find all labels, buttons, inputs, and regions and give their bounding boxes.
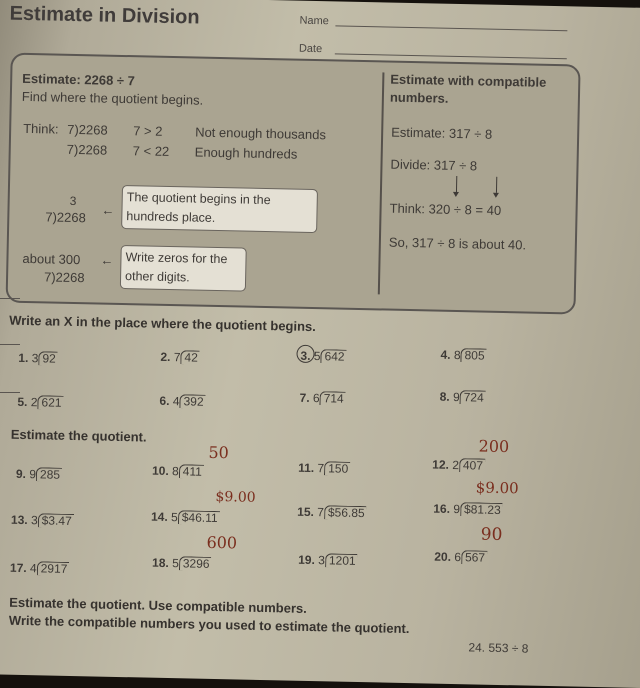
compatible-estimate: Estimate: 317 ÷ 8 [391,124,493,142]
answer-16: $9.00 [475,478,519,498]
answer-10: 50 [208,442,230,463]
problem-9[interactable]: 9. 9 285 [15,466,61,482]
problem-16[interactable]: 16. 9 $81.23 [433,501,501,517]
compatible-think: Think: 320 ÷ 8 = 40 [389,200,502,218]
problem-7[interactable]: 7. 6 714 [299,390,344,406]
problem-5[interactable]: 5. 2 621 [17,394,62,410]
section3-instruction-1: Estimate the quotient. Use compatible numbers. [9,594,307,616]
section1-instruction: Write an X in the place where the quotient begins. [9,312,317,335]
think-compare-2: 7 < 22 [132,143,170,159]
answer-20: 90 [480,524,503,546]
section3-instruction-2: Write the compatible numbers you used to estimate the quotient. [8,612,410,637]
left-arrow-icon: ← [100,252,114,268]
binder-tick [0,298,20,299]
problem-6[interactable]: 6. 4 392 [159,393,204,409]
binder-tick [0,344,20,345]
step4-label: about 300 [22,250,81,268]
think-division-2: 7)2268 [66,141,108,158]
answer-18: 600 [206,532,238,553]
page-title: Estimate in Division [9,2,200,29]
down-arrow-icon [453,192,459,197]
problem-20[interactable]: 20. 6 567 [434,549,486,565]
problem-14[interactable]: 14. 5 $46.11 [150,509,218,526]
name-line[interactable] [335,25,567,31]
note-write-zeros: Write zeros for the other digits. [120,245,247,292]
think-explain-1: Not enough thousands [194,124,327,143]
binder-tick [0,392,20,393]
note-hundreds-place: The quotient begins in the hundreds place. [121,185,318,233]
problem-3[interactable]: 3. 5 642 [300,348,345,364]
compatible-heading: Estimate with compatible numbers. [389,71,547,106]
answer-12: 200 [478,436,510,457]
problem-19[interactable]: 19. 3 1201 [298,552,356,568]
problem-4[interactable]: 4. 8 805 [440,347,485,363]
compatible-conclusion: So, 317 ÷ 8 is about 40. [388,234,527,253]
problem-12[interactable]: 12. 2 407 [432,457,484,473]
date-label: Date [298,42,323,56]
think-label: Think: [23,120,59,137]
think-explain-2: Enough hundreds [194,144,298,162]
example-heading: Estimate: 2268 ÷ 7 [22,70,136,89]
problem-1[interactable]: 1. 3 92 [18,350,56,366]
step3-quotient: 3 [69,193,77,209]
problem-15[interactable]: 15. 7 $56.85 [297,504,365,521]
date-line[interactable] [335,53,567,59]
step4-division: 7)2268 [43,269,85,286]
problem-17[interactable]: 17. 4 2917 [9,560,68,576]
think-division-1: 7)2268 [67,121,108,138]
problem-11[interactable]: 11. 7 150 [298,460,349,476]
problem-10[interactable]: 10. 8 411 [151,463,203,479]
left-arrow-icon: ← [101,202,115,218]
name-label: Name [299,14,329,28]
think-compare-1: 7 > 2 [133,123,163,139]
problem-18[interactable]: 18. 5 3296 [151,555,210,571]
answer-14: $9.00 [215,489,256,506]
step3-division: 7)2268 [45,209,86,226]
down-arrow-icon [493,193,499,198]
compatible-divide: Divide: 317 ÷ 8 [390,156,478,174]
example-subheading: Find where the quotient begins. [21,88,204,108]
problem-13[interactable]: 13. 3 $3.47 [10,512,72,528]
problem-8[interactable]: 8. 9 724 [439,389,484,405]
problem-2[interactable]: 2. 7 42 [160,349,198,365]
section2-instruction: Estimate the quotient. [10,426,147,445]
problem-24-partial: 24. 553 ÷ 8 [468,640,529,656]
